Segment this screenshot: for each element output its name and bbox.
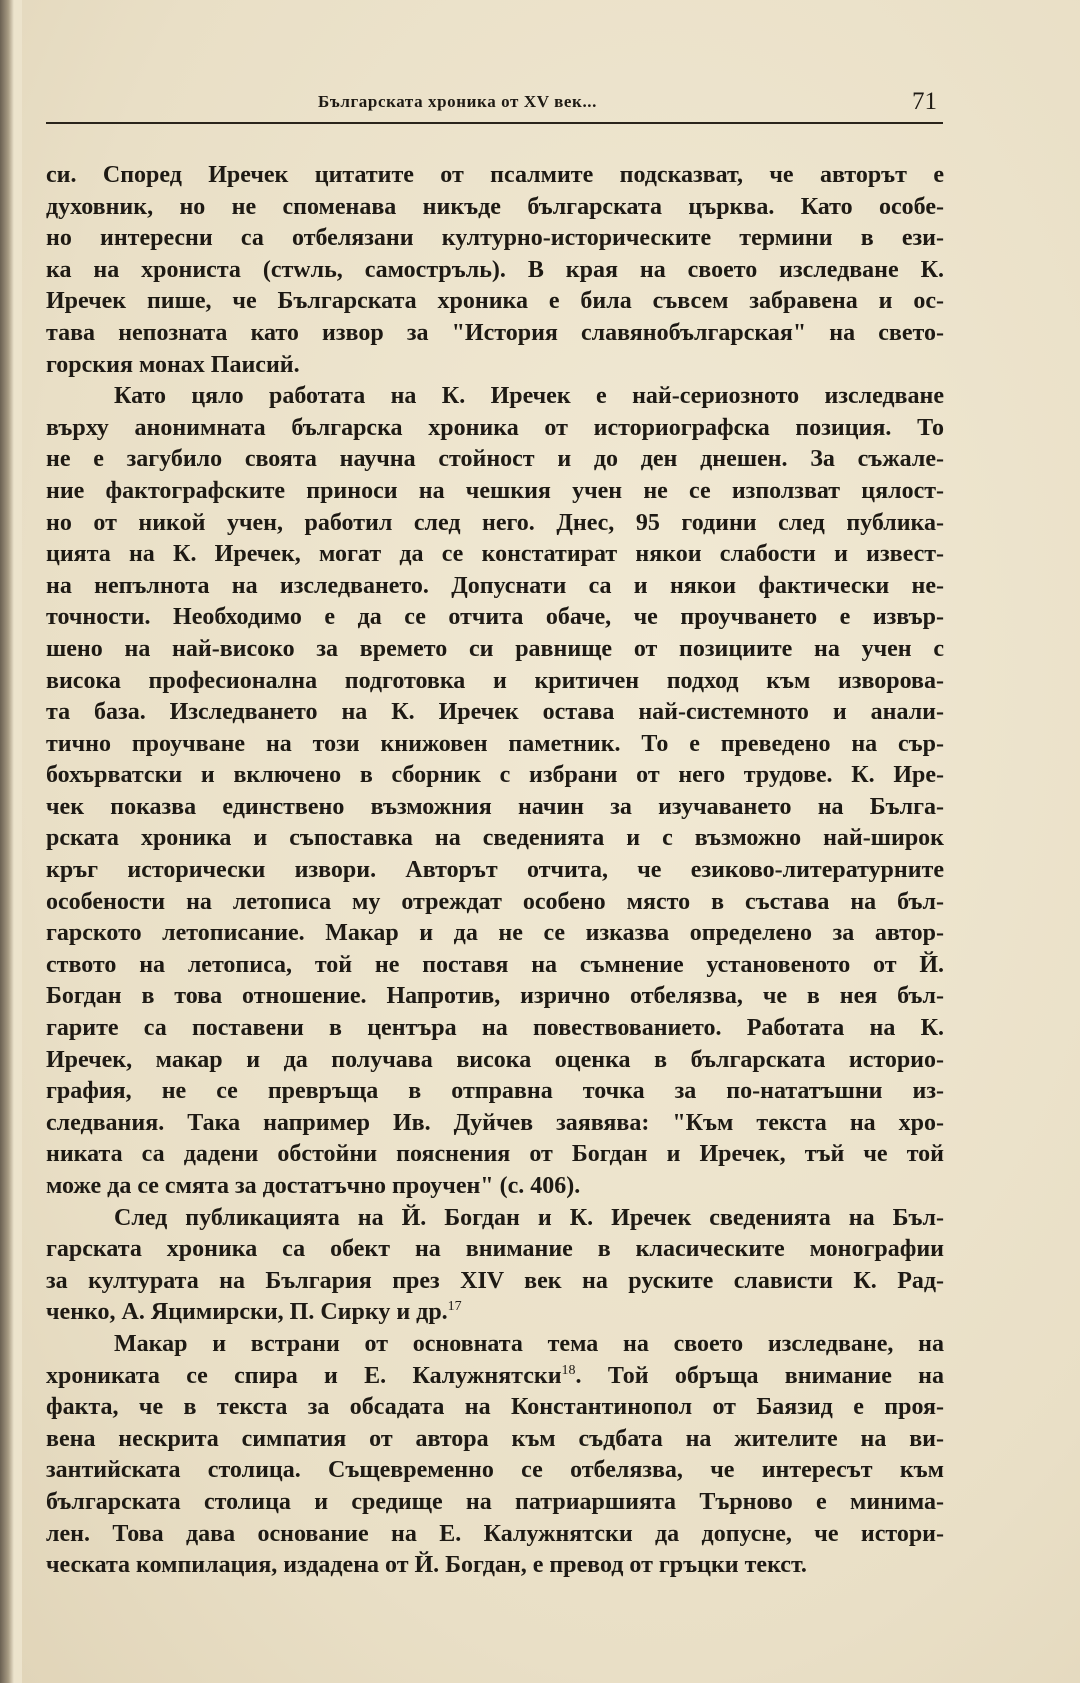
paragraph [46, 381, 944, 1202]
text-line: та база. Изследването на К. Иречек остава най-системното и анали- [46, 699, 944, 726]
text-line [46, 1361, 944, 1393]
text-line [46, 1297, 944, 1329]
text-line: българската столица и средище на патриаршията Търново е минима- [46, 1488, 944, 1515]
text-line: но от никой учен, работил след него. Днес, 95 години след публика- [46, 509, 944, 536]
text-line: рската хроника и съпоставка на сведенията и с възможно най-широк [46, 825, 944, 852]
text-line: вена нескрита симпатия от автора към съдбата на жителите на ви- [46, 1425, 944, 1452]
text-line: бохърватски и включено в сборник с избрани от него трудове. К. Ире- [46, 762, 944, 789]
text-line: гарското летописание. Макар и да не се изказва определено за автор- [46, 920, 944, 947]
text-line: но интересни са отбелязани културно-историческите термини в ези- [46, 225, 944, 252]
text-line-content: . Той обръща внимание на [575, 1362, 944, 1389]
book-gutter-shadow [0, 0, 14, 1683]
text-line: Иречек, макар и да получава висока оценка в българската историо- [46, 1046, 944, 1073]
page-number: 71 [912, 88, 937, 115]
text-line: зантийската столица. Същевременно се отбелязва, че интересът към [46, 1457, 944, 1484]
running-header [46, 88, 943, 124]
text-line: никата са дадени обстойни пояснения от Богдан и Иречек, тъй че той [46, 1141, 944, 1168]
text-line: Макар и встрани от основната тема на своето изследване, на [114, 1330, 944, 1357]
text-line: шено на най-високо за времето си равнище от позициите на учен с [46, 635, 944, 662]
book-page [22, 0, 1080, 1683]
text-line: върху анонимната българска хроника от историографска позиция. То [46, 414, 944, 441]
text-line: горския монах Паисий. [46, 351, 300, 378]
text-line: ка на хрониста (стwль, самостръль). В края на своето изследване К. [46, 256, 944, 283]
text-line: Като цяло работата на К. Иречек е най-сериозното изследване [114, 383, 944, 410]
text-line: факта, че в текста за обсадата на Константинопол от Баязид е проя- [46, 1394, 944, 1421]
text-line: си. Според Иречек цитатите от псалмите подсказват, че авторът е [46, 162, 944, 188]
text-line: тава непозната като извор за "История славянобългарская" на свето- [46, 319, 944, 346]
text-line: тично проучване на този книжовен паметник. То е преведено на сър- [46, 730, 944, 757]
text-line: ството на летописа, той не поставя на съмнение установеното от Й. [46, 951, 944, 978]
text-line: ние фактографските приноси на чешкия учен не се използват цялост- [46, 477, 944, 504]
text-line: Иречек пише, че Българската хроника е била съвсем забравена и ос- [46, 288, 944, 315]
text-line: цията на К. Иречек, могат да се констатират някои слабости и извест- [46, 541, 944, 568]
text-line: следвания. Така например Ив. Дуйчев заявява: "Към текста на хро- [46, 1109, 944, 1136]
text-line: графия, не се превръща в отправна точка за по-нататъшни из- [46, 1078, 944, 1105]
text-line: гарската хроника са обект на внимание в класическите монографии [46, 1236, 944, 1263]
text-line: кръг исторически извори. Авторът отчита, че езиково-литературните [46, 857, 944, 884]
text-line: гарите са поставени в центъра на повествованието. Работата на К. [46, 1015, 944, 1042]
paragraph [46, 1329, 944, 1582]
text-line: точности. Необходимо е да се отчита обаче, че проучването е извър- [46, 604, 944, 631]
paragraph [46, 1203, 944, 1329]
text-line-content: ченко, А. Яцимирски, П. Сирку и др. [46, 1299, 448, 1326]
text-line: на непълнота на изследването. Допуснати са и някои фактически не- [46, 572, 944, 599]
text-line: духовник, но не споменава никъде българската църква. Като особе- [46, 193, 944, 220]
text-line: лен. Това дава основание на Е. Калужнятски да допусне, че истори- [46, 1520, 944, 1547]
text-line: особености на летописа му отреждат особено място в състава на бъл- [46, 888, 944, 915]
text-line: чек показва единствено възможния начин за изучаването на Бълга- [46, 793, 944, 820]
text-line: висока професионална подготовка и критичен подход към изворова- [46, 667, 944, 694]
running-title: Българската хроника от XV век... [318, 92, 597, 111]
text-line: за културата на България през XIV век на руските слависти К. Рад- [46, 1267, 944, 1294]
body-text [46, 160, 944, 1582]
text-line-content: хрониката се спира и Е. Калужнятски [46, 1362, 562, 1389]
paragraph [46, 160, 944, 381]
footnote-ref-18: 18 [561, 1362, 576, 1378]
text-line: Богдан в това отношение. Напротив, изрично отбелязва, че в нея бъл- [46, 983, 944, 1010]
text-line: не е загубило своята научна стойност и до ден днешен. За съжале- [46, 446, 944, 473]
footnote-ref-17: 17 [447, 1299, 462, 1315]
text-line: След публикацията на Й. Богдан и К. Иречек сведенията на Бъл- [114, 1204, 944, 1231]
text-line: може да се смята за достатъчно проучен" (с. 406). [46, 1173, 581, 1199]
text-line: ческата компилация, издадена от Й. Богдан, е превод от гръцки текст. [46, 1552, 807, 1579]
